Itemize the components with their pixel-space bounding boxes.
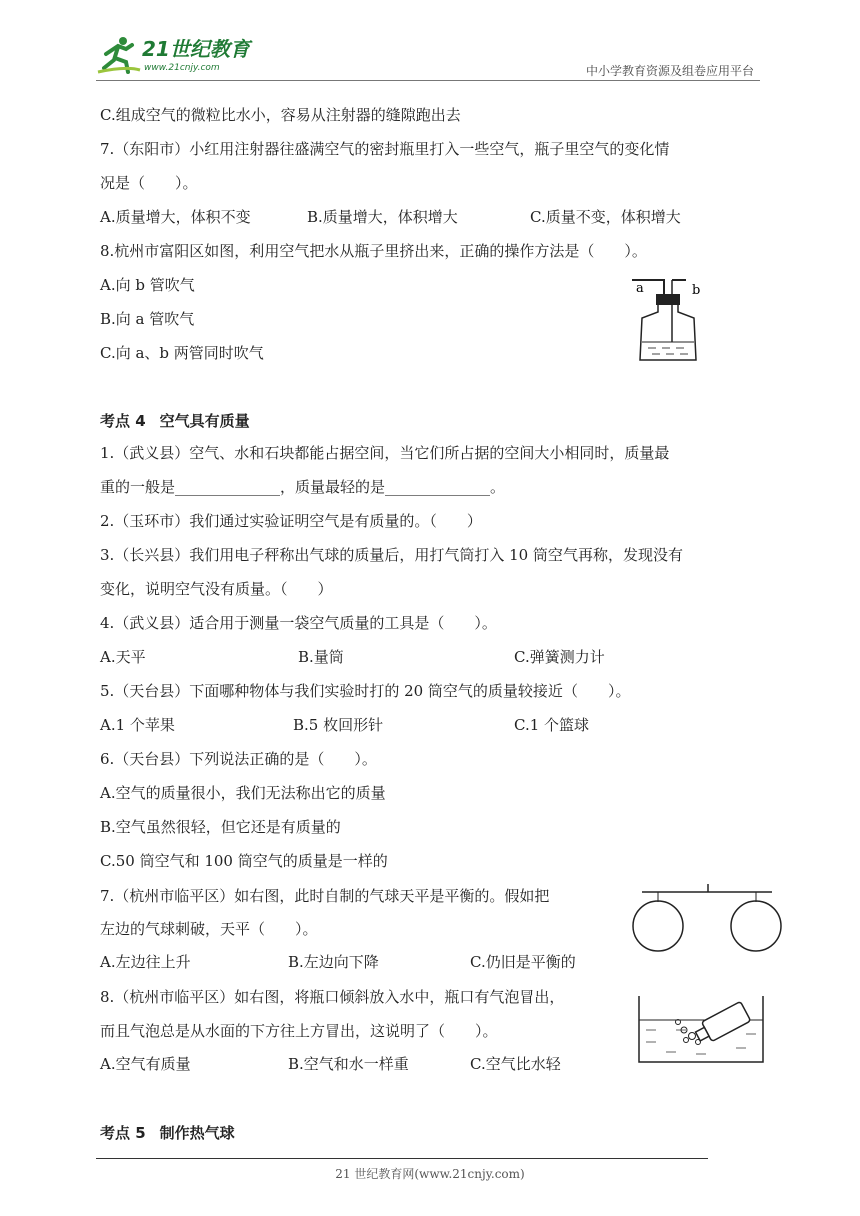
platform-name: 中小学教育资源及组卷应用平台 [585,64,754,78]
question-7: 7.（杭州市临平区）如右图，此时自制的气球天平是平衡的。假如把 [100,887,550,905]
question-7: 7.（东阳市）小红用注射器往盛满空气的密封瓶里打入一些空气，瓶子里空气的变化情 [100,140,670,158]
footer-divider [96,1158,708,1159]
option-c: C.空气比水轻 [470,1055,561,1073]
question-4: 4.（武义县）适合用于测量一袋空气质量的工具是（ ）。 [100,614,497,632]
option-a: A.天平 [100,648,146,666]
footer-text: 21 世纪教育网(www.21cnjy.com) [335,1167,525,1181]
logo-url: www.21cnjy.com [144,63,220,73]
question-3: 3.（长兴县）我们用电子秤称出气球的质量后，用打气筒打入 10 筒空气再称，发现没有 [100,546,683,564]
option-c: C.弹簧测力计 [514,648,605,666]
text-line: C.组成空气的微粒比水小，容易从注射器的缝隙跑出去 [100,106,461,124]
option-c: C.向 a、b 两管同时吹气 [100,344,264,362]
text-line: 而且气泡总是从水面的下方往上方冒出，这说明了（ ）。 [100,1022,498,1040]
option-c: C.1 个篮球 [514,716,590,734]
logo-text: 21世纪教育 [142,37,250,61]
label-a: a [636,281,644,296]
option-b: B.空气虽然很轻，但它还是有质量的 [100,818,341,836]
option-b: B.量筒 [298,648,344,666]
question-6: 6.（天台县）下列说法正确的是（ ）。 [100,750,377,768]
section-heading [100,1122,235,1143]
bottle-in-water-figure [636,992,766,1064]
header-divider [96,80,760,81]
section-number: 考点 5 [100,1124,146,1142]
text-line: 况是（ ）。 [100,174,198,192]
bottle-figure [628,272,720,366]
option-a: A.左边往上升 [100,953,191,971]
option-b: B.左边向下降 [288,953,379,971]
question-5: 5.（天台县）下面哪种物体与我们实验时打的 20 筒空气的质量较接近（ ）。 [100,682,631,700]
question-2: 2.（玉环市）我们通过实验证明空气是有质量的。（ ） [100,512,482,530]
option-a: A.空气有质量 [100,1055,191,1073]
option-a: A.空气的质量很小，我们无法称出它的质量 [100,784,386,802]
option-c: C.仍旧是平衡的 [470,953,576,971]
runner-icon [98,37,140,72]
option-a: A.质量增大，体积不变 [100,208,251,226]
site-logo [96,32,256,78]
balloon-balance-figure [628,880,788,956]
option-b: B.5 枚回形针 [293,716,384,734]
question-8: 8.（杭州市临平区）如右图，将瓶口倾斜放入水中，瓶口有气泡冒出， [100,988,565,1006]
text-line: 左边的气球刺破，天平（ ）。 [100,920,318,938]
option-b: B.空气和水一样重 [288,1055,409,1073]
label-b: b [692,283,701,298]
section-number: 考点 4 [100,412,146,430]
option-b: B.向 a 管吹气 [100,310,195,328]
question-8: 8.杭州市富阳区如图，利用空气把水从瓶子里挤出来，正确的操作方法是（ ）。 [100,242,647,260]
section-heading [100,410,250,431]
option-c: C.50 筒空气和 100 筒空气的质量是一样的 [100,852,388,870]
option-b: B.质量增大，体积增大 [307,208,458,226]
question-1: 1.（武义县）空气、水和石块都能占据空间，当它们所占据的空间大小相同时，质量最 [100,444,670,462]
text-line: 重的一般是______________，质量最轻的是______________。 [100,478,506,496]
text-line: 变化，说明空气没有质量。（ ） [100,580,333,598]
option-a: A.向 b 管吹气 [100,276,195,294]
option-c: C.质量不变，体积增大 [530,208,681,226]
section-title: 空气具有质量 [159,412,250,430]
section-title: 制作热气球 [159,1124,235,1142]
option-a: A.1 个苹果 [100,716,175,734]
